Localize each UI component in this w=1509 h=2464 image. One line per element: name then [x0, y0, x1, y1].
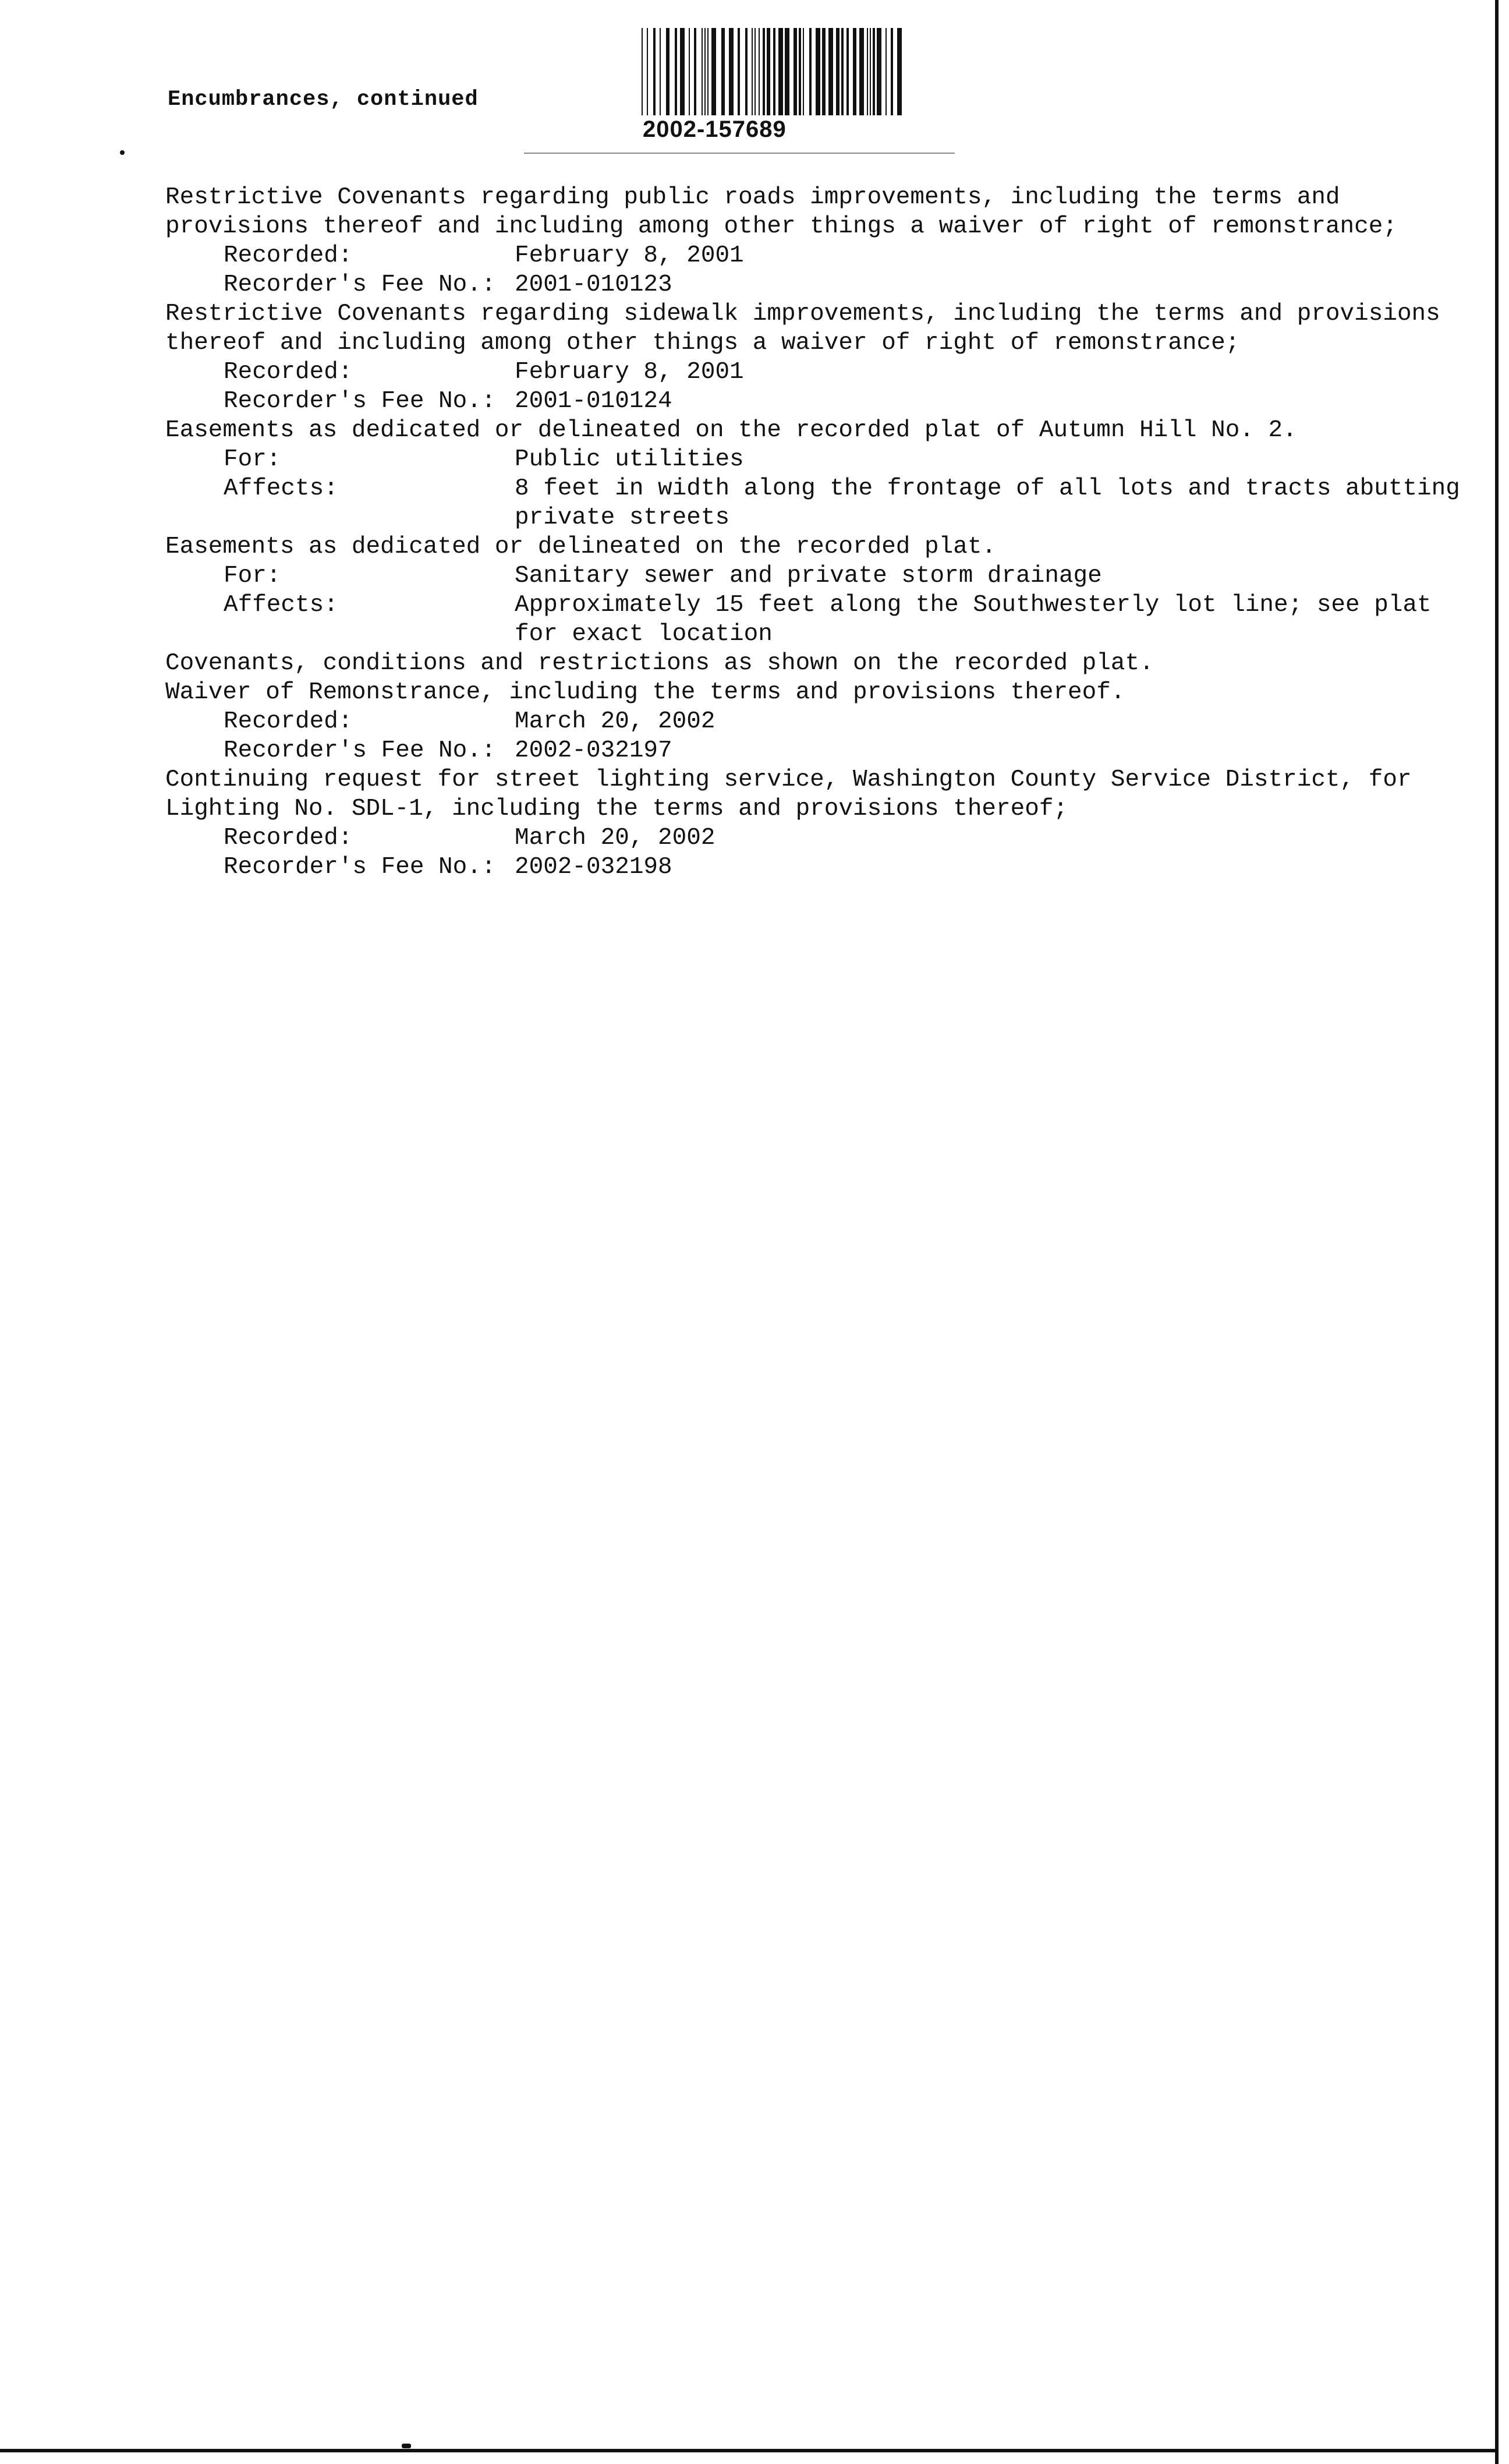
- barcode-bar: [763, 28, 765, 115]
- barcode-bar: [836, 28, 839, 115]
- barcode: [640, 28, 908, 150]
- page-border-right: [1495, 0, 1499, 2464]
- barcode-bar: [767, 28, 770, 115]
- barcode-bar: [822, 28, 826, 115]
- field-row: [165, 736, 1475, 765]
- field-value: 2002-032197: [515, 737, 672, 764]
- entry-description: Continuing request for street lighting service, Washington County Service District, for Lighting No. SDL-1, including the terms and provisions thereof;: [165, 766, 1426, 822]
- entry-description: Waiver of Remonstrance, including the terms and provisions thereof.: [165, 679, 1125, 706]
- field-label: Recorder's Fee No.:: [224, 388, 496, 415]
- barcode-bar: [745, 28, 748, 115]
- field-row: [165, 445, 1475, 474]
- stray-mark: [120, 150, 125, 155]
- barcode-bar: [809, 28, 812, 115]
- barcode-bar: [642, 28, 643, 115]
- field-row: [165, 241, 1475, 270]
- barcode-bar: [816, 28, 820, 115]
- field-row: [165, 591, 1475, 649]
- field-row: [165, 707, 1475, 736]
- barcode-bar: [885, 28, 887, 115]
- barcode-bar: [707, 28, 709, 115]
- barcode-bar: [853, 28, 856, 115]
- field-value: 2001-010124: [515, 388, 672, 415]
- barcode-bar: [773, 28, 775, 115]
- barcode-bar: [694, 28, 696, 115]
- barcode-bar: [870, 28, 871, 115]
- encumbrance-entry: [165, 299, 1475, 416]
- barcode-bar: [891, 28, 893, 115]
- barcode-bar: [729, 28, 734, 115]
- encumbrance-entry: [165, 416, 1475, 532]
- barcode-bar: [660, 28, 661, 115]
- barcode-bar: [846, 28, 849, 115]
- field-label: Recorder's Fee No.:: [224, 737, 496, 764]
- encumbrance-entry: [165, 532, 1475, 649]
- field-label: Affects:: [224, 475, 338, 502]
- encumbrance-entry: [165, 765, 1475, 882]
- barcode-bar: [666, 28, 670, 115]
- barcode-bar: [704, 28, 706, 115]
- barcode-bar: [702, 28, 703, 115]
- field-label: Recorded:: [224, 825, 353, 851]
- field-value: 8 feet in width along the frontage of all lots and tracts abutting private streets: [515, 475, 1460, 531]
- barcode-bar: [689, 28, 690, 115]
- barcode-bar: [653, 28, 656, 115]
- barcode-bar: [785, 28, 789, 115]
- entry-description: Easements as dedicated or delineated on the recorded plat.: [165, 533, 997, 560]
- entry-description: Covenants, conditions and restrictions as shown on the recorded plat.: [165, 650, 1154, 677]
- barcode-bars: [640, 28, 908, 115]
- barcode-bar: [828, 28, 833, 115]
- field-value: March 20, 2002: [515, 708, 715, 735]
- field-value: Approximately 15 feet along the Southwesterly lot line; see plat for exact location: [515, 592, 1432, 648]
- field-value: February 8, 2001: [515, 242, 744, 269]
- field-value: 2001-010123: [515, 271, 672, 298]
- field-value: Public utilities: [515, 446, 744, 473]
- encumbrance-entry: [165, 678, 1475, 765]
- barcode-bar: [841, 28, 844, 115]
- barcode-bar: [859, 28, 864, 115]
- barcode-bar: [778, 28, 783, 115]
- field-value: Sanitary sewer and private storm drainage: [515, 563, 1102, 589]
- encumbrance-entry: [165, 649, 1475, 678]
- barcode-bar: [799, 28, 801, 115]
- entry-description: Easements as dedicated or delineated on the recorded plat of Autumn Hill No. 2.: [165, 417, 1297, 444]
- barcode-bar: [711, 28, 716, 115]
- barcode-bar: [803, 28, 804, 115]
- barcode-bar: [873, 28, 875, 115]
- barcode-bar: [721, 28, 725, 115]
- barcode-bar: [754, 28, 756, 115]
- field-label: For:: [224, 446, 281, 473]
- field-label: Recorded:: [224, 708, 353, 735]
- field-label: Recorder's Fee No.:: [224, 854, 496, 881]
- barcode-bar: [759, 28, 760, 115]
- scan-mark: [402, 2444, 411, 2448]
- barcode-bar: [680, 28, 685, 115]
- field-value: 2002-032198: [515, 854, 672, 881]
- field-label: Affects:: [224, 592, 338, 618]
- field-row: [165, 358, 1475, 387]
- field-label: Recorder's Fee No.:: [224, 271, 496, 298]
- field-value: March 20, 2002: [515, 825, 715, 851]
- barcode-bar: [897, 28, 902, 115]
- entry-description: Restrictive Covenants regarding sidewalk improvements, including the terms and provisions thereof and including among other things a waiver of right of remonstrance;: [165, 301, 1455, 356]
- barcode-bar: [867, 28, 868, 115]
- encumbrance-entry: [165, 183, 1475, 299]
- field-label: For:: [224, 563, 281, 589]
- barcode-bar: [752, 28, 753, 115]
- field-row: [165, 823, 1475, 853]
- field-label: Recorded:: [224, 242, 353, 269]
- field-value: February 8, 2001: [515, 359, 744, 386]
- barcode-bar: [647, 28, 648, 115]
- barcode-underline: [524, 153, 955, 154]
- field-row: [165, 853, 1475, 882]
- field-row: [165, 474, 1475, 532]
- entry-description: Restrictive Covenants regarding public roads improvements, including the terms and provisions thereof and including among other things a waiver of right of remonstrance;: [165, 184, 1397, 240]
- barcode-bar: [794, 28, 797, 115]
- field-row: [165, 387, 1475, 416]
- page-border-bottom: [0, 2449, 1499, 2452]
- field-row: [165, 561, 1475, 591]
- barcode-bar: [877, 28, 881, 115]
- page-title: Encumbrances, continued: [168, 87, 479, 112]
- barcode-bar: [738, 28, 740, 115]
- field-row: [165, 270, 1475, 299]
- field-label: Recorded:: [224, 359, 353, 386]
- encumbrance-list: [165, 183, 1475, 882]
- barcode-number: 2002-157689: [643, 116, 787, 142]
- barcode-bar: [675, 28, 677, 115]
